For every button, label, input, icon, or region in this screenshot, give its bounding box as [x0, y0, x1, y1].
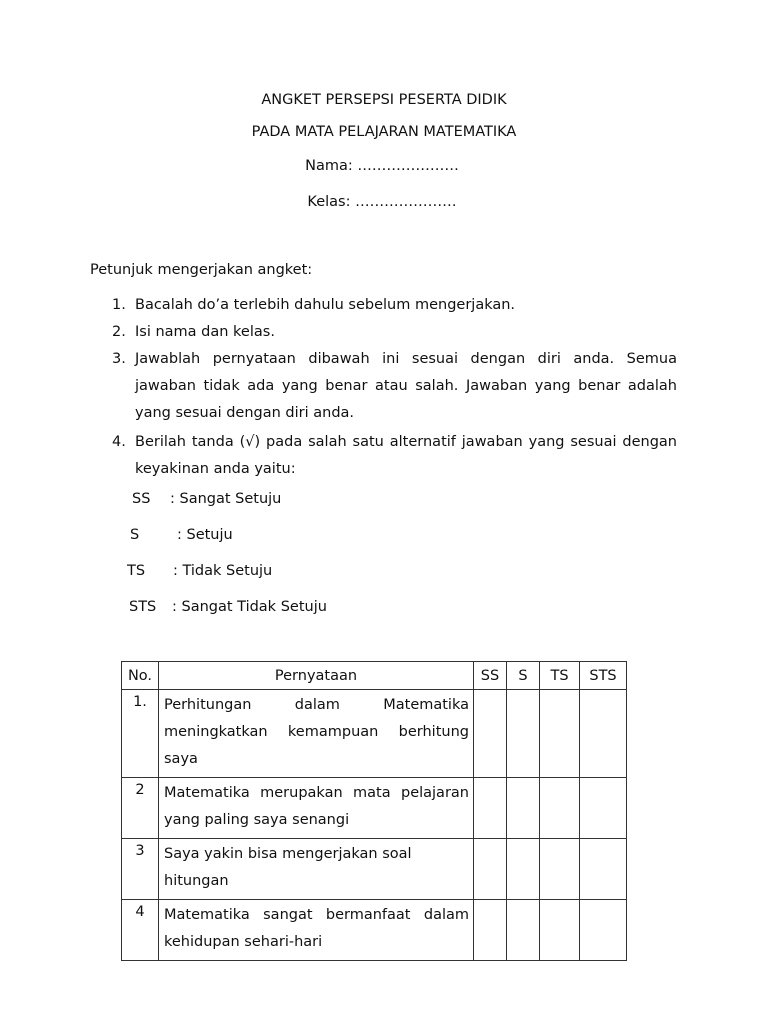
instruction-text: Bacalah do’a terlebih dahulu sebelum mengerjakan.	[135, 297, 516, 313]
name-field-line: Nama: …………………	[305, 158, 459, 174]
table-header-row	[122, 662, 627, 690]
instruction-text: Berilah tanda (√) pada salah satu alternatif jawaban yang sesuai dengan keyakinan anda yaitu:	[135, 434, 677, 477]
answer-cell-s[interactable]	[507, 690, 540, 778]
row-statement: Perhitungan dalam Matematika meningkatkan kemampuan berhitung saya	[159, 690, 474, 778]
instruction-item-4	[112, 429, 677, 483]
answer-cell-ts[interactable]	[540, 839, 580, 900]
header-no: No.	[122, 662, 159, 690]
answer-cell-sts[interactable]	[580, 900, 627, 961]
survey-table	[121, 661, 627, 961]
row-statement: Matematika sangat bermanfaat dalam kehidupan sehari-hari	[159, 900, 474, 961]
answer-cell-ts[interactable]	[540, 900, 580, 961]
legend-code: SS	[132, 491, 151, 507]
table-row	[122, 690, 627, 778]
instruction-number: 2.	[112, 324, 126, 340]
answer-cell-ss[interactable]	[474, 839, 507, 900]
instruction-item-1	[112, 292, 677, 319]
row-number: 1.	[122, 690, 159, 778]
answer-cell-sts[interactable]	[580, 690, 627, 778]
answer-cell-ts[interactable]	[540, 778, 580, 839]
row-number: 3	[122, 839, 159, 900]
header-ss: SS	[474, 662, 507, 690]
table-row	[122, 839, 627, 900]
legend-code: STS	[129, 599, 157, 615]
legend-code: TS	[127, 563, 146, 579]
instruction-number: 4.	[112, 434, 126, 450]
legend-code: S	[130, 527, 140, 543]
instruction-text: Isi nama dan kelas.	[135, 324, 275, 340]
legend-description: : Tidak Setuju	[173, 563, 273, 579]
table-row	[122, 778, 627, 839]
legend-description: : Setuju	[177, 527, 233, 543]
answer-cell-ts[interactable]	[540, 690, 580, 778]
row-statement: Matematika merupakan mata pelajaran yang paling saya senangi	[159, 778, 474, 839]
answer-cell-sts[interactable]	[580, 839, 627, 900]
answer-cell-s[interactable]	[507, 839, 540, 900]
row-statement: Saya yakin bisa mengerjakan soal hitungan	[159, 839, 474, 900]
instruction-item-3	[112, 346, 677, 427]
header-sts: STS	[580, 662, 627, 690]
row-number: 2	[122, 778, 159, 839]
instruction-number: 1.	[112, 297, 126, 313]
page-title-line-1: ANGKET PERSEPSI PESERTA DIDIK	[261, 92, 507, 108]
header-ts: TS	[540, 662, 580, 690]
legend-description: : Sangat Setuju	[170, 491, 282, 507]
instructions-heading: Petunjuk mengerjakan angket:	[90, 262, 313, 278]
answer-cell-s[interactable]	[507, 778, 540, 839]
page-title-line-2: PADA MATA PELAJARAN MATEMATIKA	[251, 124, 517, 140]
answer-cell-ss[interactable]	[474, 778, 507, 839]
answer-cell-sts[interactable]	[580, 778, 627, 839]
table-row	[122, 900, 627, 961]
header-s: S	[507, 662, 540, 690]
instruction-number: 3.	[112, 351, 126, 367]
answer-cell-s[interactable]	[507, 900, 540, 961]
header-statement: Pernyataan	[159, 662, 474, 690]
legend-description: : Sangat Tidak Setuju	[172, 599, 327, 615]
answer-cell-ss[interactable]	[474, 900, 507, 961]
answer-cell-ss[interactable]	[474, 690, 507, 778]
class-field-line: Kelas: …………………	[307, 194, 457, 210]
instruction-item-2	[112, 319, 677, 346]
instruction-text: Jawablah pernyataan dibawah ini sesuai dengan diri anda. Semua jawaban tidak ada yang benar atau salah. Jawaban yang benar adalah yang sesuai dengan diri anda.	[135, 351, 677, 421]
row-number: 4	[122, 900, 159, 961]
